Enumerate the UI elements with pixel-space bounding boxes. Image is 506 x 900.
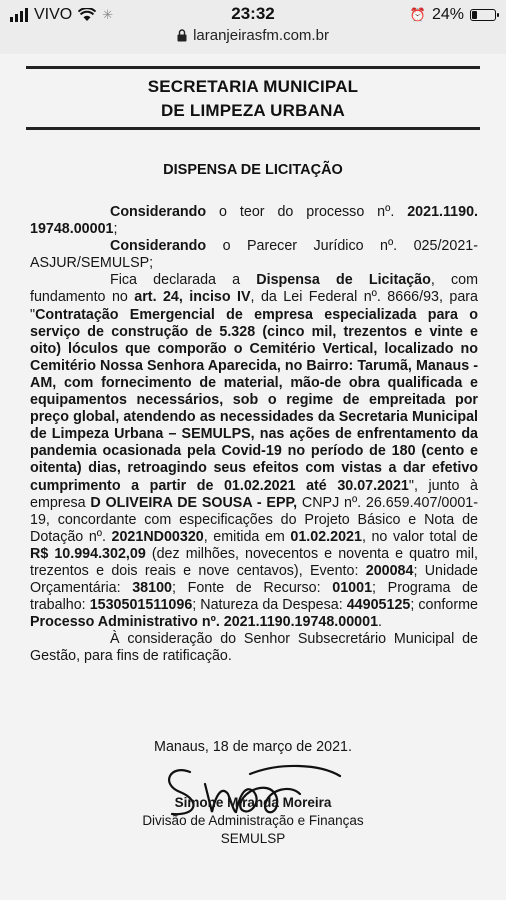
battery-icon xyxy=(470,9,496,21)
document-header xyxy=(26,66,480,130)
paragraph-4: À consideração do Senhor Subsecretário Municipal de Gestão, para fins de ratificação. xyxy=(30,631,478,665)
paragraph-1: Considerando o teor do processo nº. 2021.1190. 19748.00001; xyxy=(30,204,478,238)
loading-spinner-icon: ✳ xyxy=(102,7,114,22)
clock: 23:32 xyxy=(231,4,275,23)
paragraph-3: Fica declarada a Dispensa de Licitação, com fundamento no art. 24, inciso IV, da Lei Federal nº. 8666/93, para "Contratação Emergencial de empresa especializada para o serviço de construção de 5.328 (cinco mil, trezentos e vinte e oito) lóculos que comporão o Cemitério Vertical, localizado no Cemitério Nossa Senhora Aparecida, no Bairro: Tarumã, Manaus - AM, com fornecimento de material, mão-de obra qualificada e equipamentos necessários, sob o regime de empreitada por preço global, atendendo as necessidades da Secretaria Municipal de Limpeza Urbana – SEMULPS, nas ações de enfrentamento da pandemia ocasionada pela Covid-19 no período de 180 (cento e oitenta) dias, retroagindo seus efeitos com vistas a dar efetivo cumprimento a partir de 01.02.2021 até 30.07.2021", junto à empresa D OLIVEIRA DE SOUSA - EPP, CNPJ nº. 26.659.407/0001-19, concordante com especificações do Projeto Básico e Nota de Dotação nº. 2021ND00320, emitida em 01.02.2021, no valor total de R$ 10.994.302,09 (dez milhões, novecentos e noventa e quatro mil, trezentos e dois reais e nove centavos), Evento: 200084; Unidade Orçamentária: 38100; Fonte de Recurso: 01001; Programa de trabalho: 1530501511096; Natureza da Despesa: 44905125; conforme Processo Administrativo nº. 2021.1190.19748.00001. xyxy=(30,272,478,631)
status-right xyxy=(410,6,496,24)
signature-block xyxy=(0,794,506,848)
header-line-1: SECRETARIA MUNICIPAL xyxy=(147,77,359,96)
header-line-2: DE LIMPEZA URBANA xyxy=(160,101,346,120)
status-bar xyxy=(0,0,506,54)
signer-division: Divisão de Administração e Finanças xyxy=(142,813,364,828)
url-text: laranjeirasfm.com.br xyxy=(193,27,329,44)
document-heading: DISPENSA DE LICITAÇÃO xyxy=(163,162,343,178)
carrier-name: VIVO xyxy=(34,6,73,23)
document-body xyxy=(30,204,478,666)
signer-org: SEMULSP xyxy=(220,831,286,846)
address-bar[interactable] xyxy=(0,27,506,44)
paragraph-2: Considerando o Parecer Jurídico nº. 025/2021-ASJUR/SEMULSP; xyxy=(30,238,478,272)
lock-icon xyxy=(177,29,187,42)
document-page xyxy=(0,54,506,900)
document-date: Manaus, 18 de março de 2021. xyxy=(154,739,352,755)
signer-name: Simone Miranda Moreira xyxy=(174,795,332,810)
battery-percent: 24% xyxy=(431,6,464,23)
alarm-icon: ⏰ xyxy=(409,7,426,22)
battery-level-fill xyxy=(472,11,477,19)
